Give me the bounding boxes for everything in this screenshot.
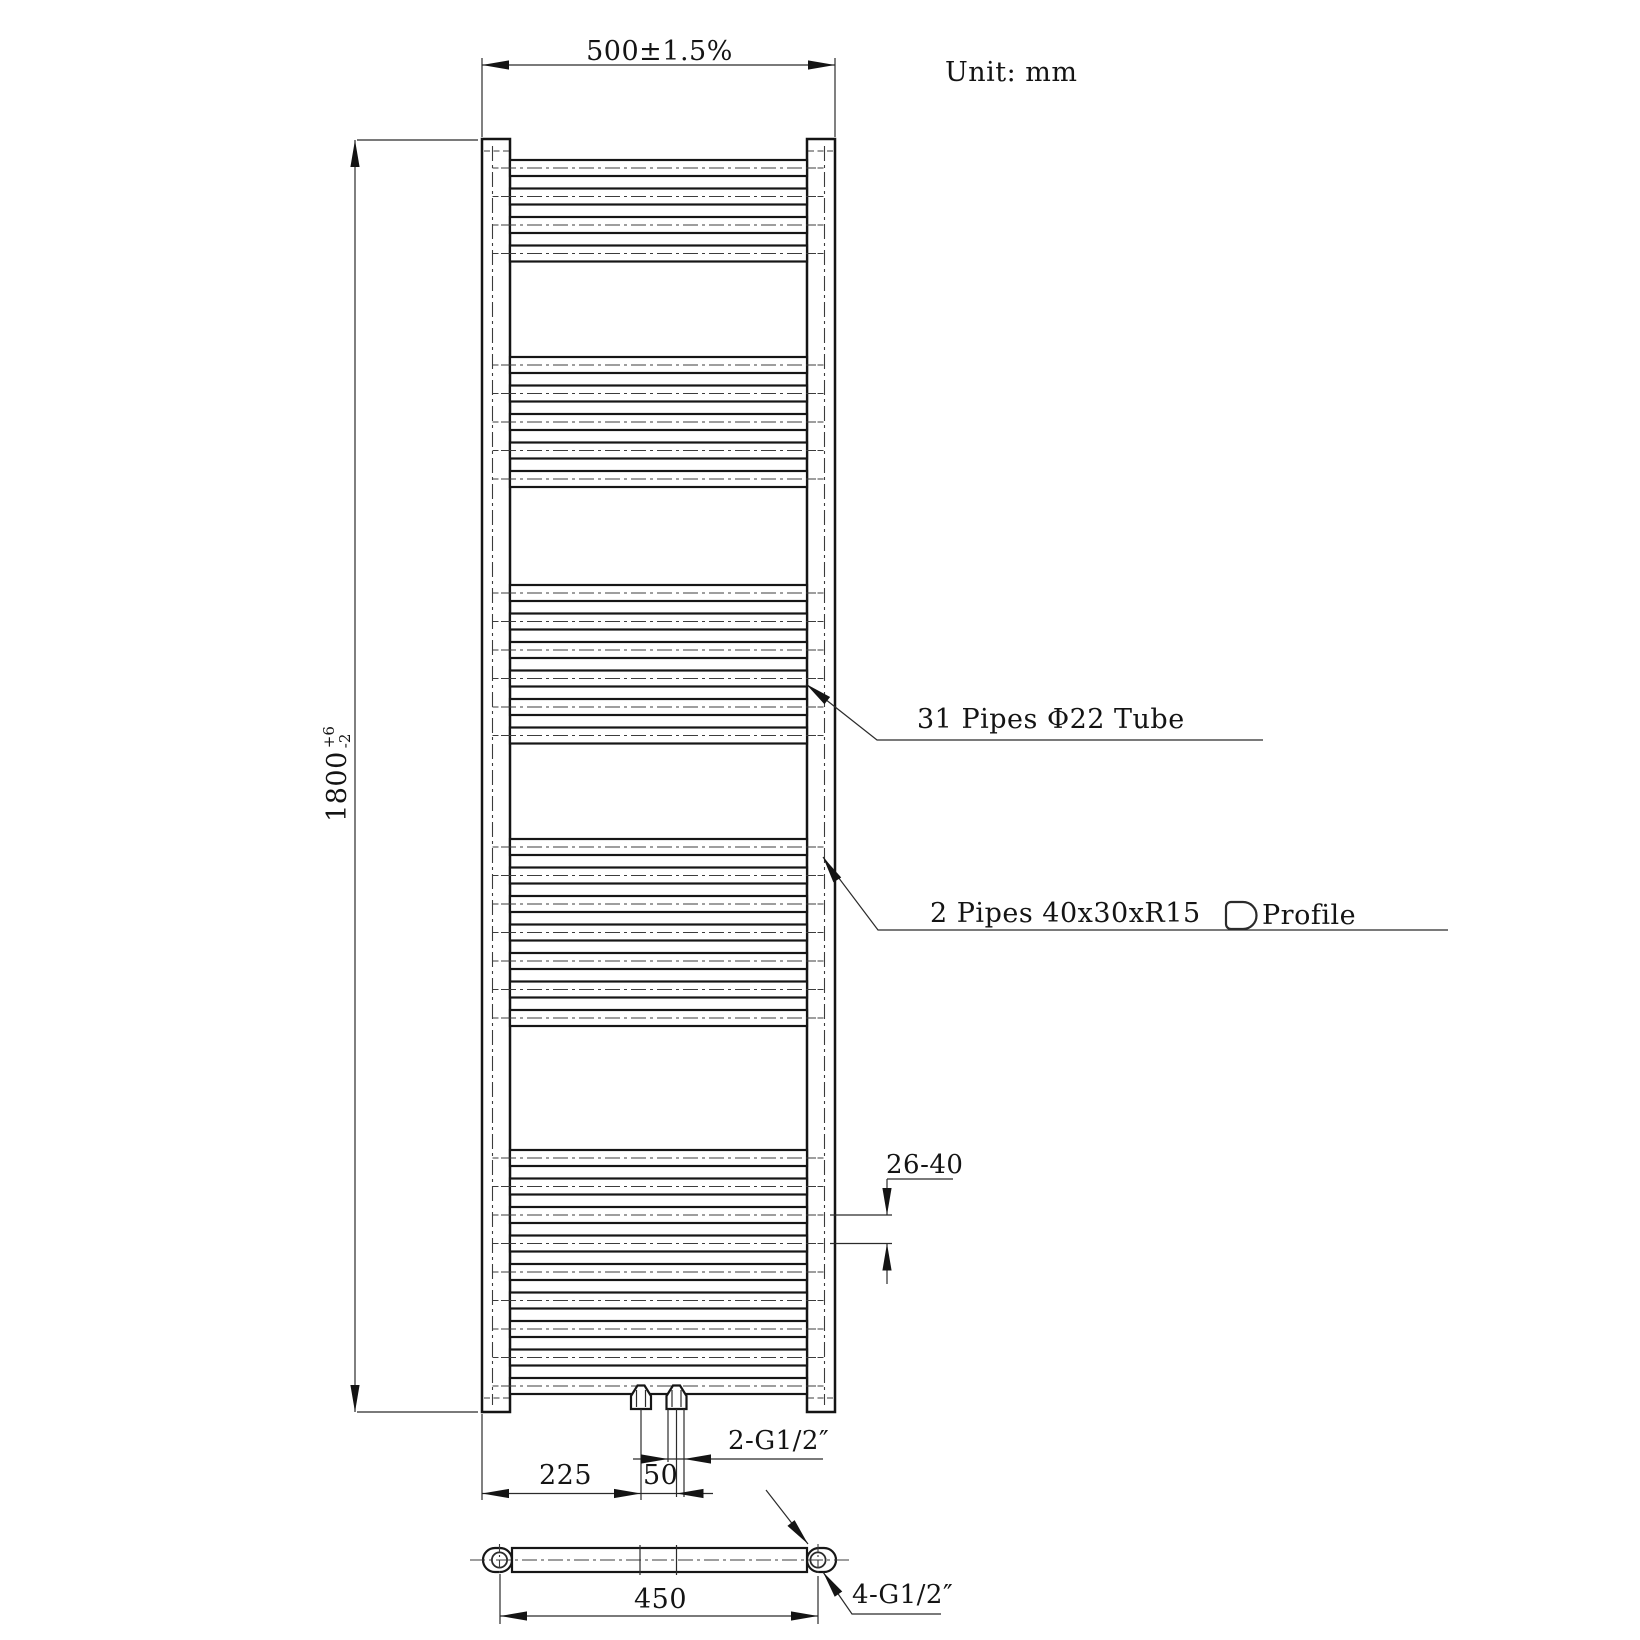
unit-label: Unit: mm bbox=[945, 57, 1078, 88]
side-connections-label: 4-G1/2″ bbox=[852, 1580, 954, 1610]
dim-height-value: 1800 bbox=[322, 751, 354, 822]
dim-pitch-label: 26-40 bbox=[886, 1150, 964, 1180]
dim-height-label bbox=[322, 714, 354, 834]
pipes-annotation: 31 Pipes Φ22 Tube bbox=[917, 704, 1185, 735]
front-view-radiator bbox=[482, 139, 835, 1412]
bottom-connections-label: 2-G1/2″ bbox=[728, 1426, 830, 1456]
dim-width-label: 500±1.5% bbox=[586, 36, 733, 67]
dim-left-offset-label: 225 bbox=[539, 1460, 593, 1491]
profile-pipes-annotation: 2 Pipes 40x30xR15 bbox=[930, 898, 1201, 929]
dimension-lines bbox=[350, 58, 953, 1500]
dim-pipe-spacing-label: 50 bbox=[643, 1460, 679, 1491]
profile-section-icon bbox=[1226, 902, 1257, 929]
dim-bottom-width-label: 450 bbox=[634, 1584, 688, 1615]
dim-height-tolerance: +6 -2 bbox=[320, 726, 354, 749]
profile-label: Profile bbox=[1262, 900, 1357, 931]
